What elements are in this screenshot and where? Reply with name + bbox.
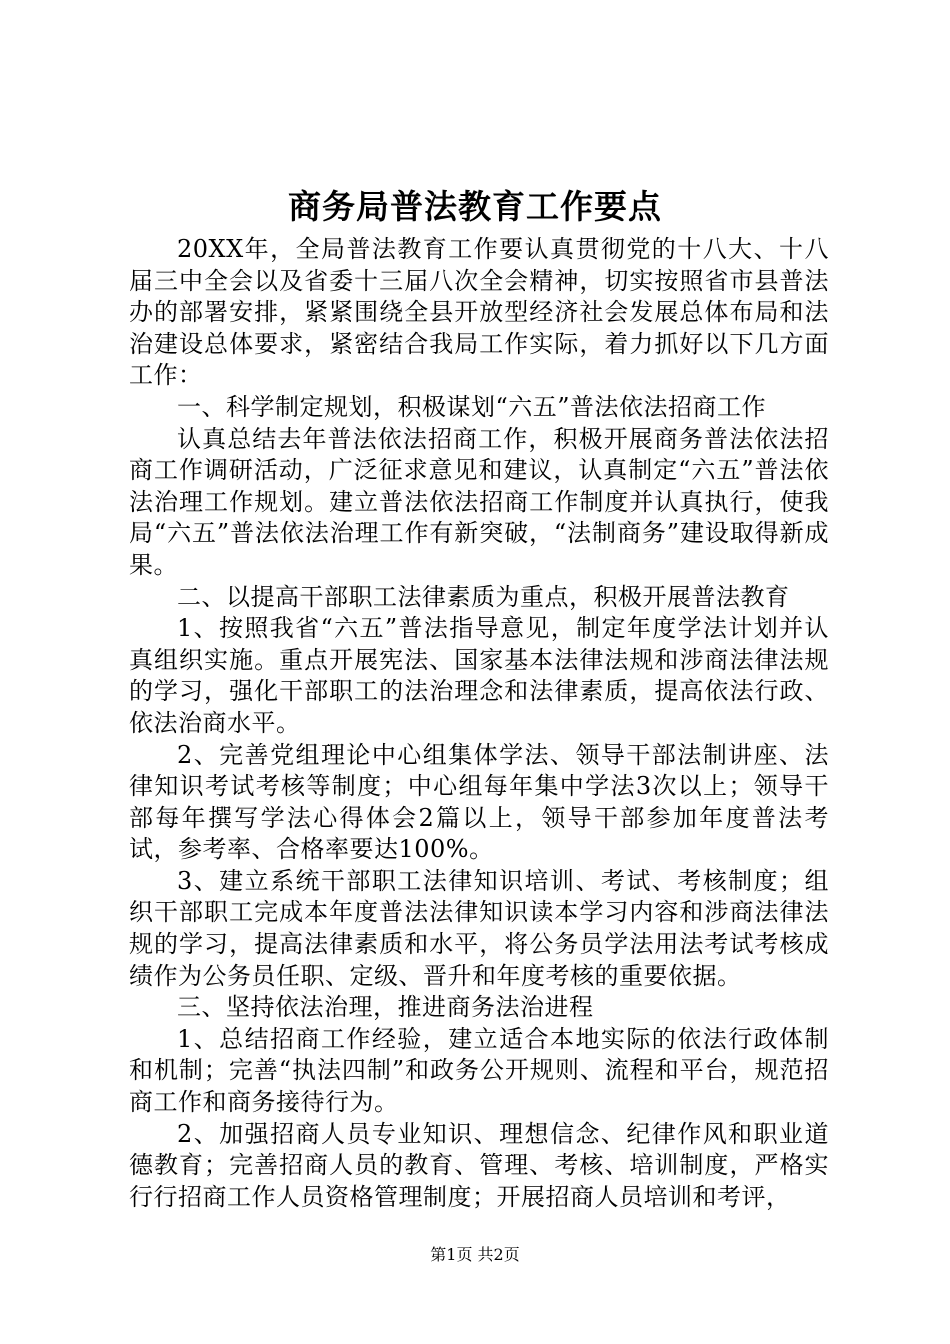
page-footer: 第1页 共2页 — [430, 1245, 520, 1264]
section-2-item-3: 3、建立系统干部职工法律知识培训、考试、考核制度；组织干部职工完成本年度普法法律知识读本学习内容和涉商法律法规的学习，提高法律素质和水平，将公务员学法用法考试考核成绩作为公务员任职、定级、晋升和年度考核的重要依据。 — [129, 866, 829, 990]
document-body — [129, 234, 829, 1213]
section-heading-3: 三、坚持依法治理，推进商务法治进程 — [177, 993, 594, 1022]
section-1-paragraph: 认真总结去年普法依法招商工作，积极开展商务普法依法招商工作调研活动，广泛征求意见和建议，认真制定“六五”普法依法治理工作规划。建立普法依法招商工作制度并认真执行，使我局“六五”普法依法治理工作有新突破，“法制商务”建设取得新成果。 — [129, 424, 829, 579]
section-heading-2: 二、以提高干部职工法律素质为重点，积极开展普法教育 — [177, 582, 790, 611]
section-2-item-1: 1、按照我省“六五”普法指导意见，制定年度学法计划并认真组织实施。重点开展宪法、国家基本法律法规和涉商法律法规的学习，强化干部职工的法治理念和法律素质，提高依法行政、依法治商水平。 — [129, 614, 829, 737]
section-3-item-1: 1、总结招商工作经验，建立适合本地实际的依法行政体制和机制；完善“执法四制”和政务公开规则、流程和平台，规范招商工作和商务接待行为。 — [129, 1024, 829, 1117]
document-title: 商务局普法教育工作要点 — [288, 187, 662, 226]
intro-paragraph: 20XX年，全局普法教育工作要认真贯彻党的十八大、十八届三中全会以及省委十三届八次全会精神，切实按照省市县普法办的部署安排，紧紧围绕全县开放型经济社会发展总体布局和法治建设总体要求，紧密结合我局工作实际，着力抓好以下几方面工作： — [129, 235, 829, 390]
section-2-item-2: 2、完善党组理论中心组集体学法、领导干部法制讲座、法律知识考试考核等制度；中心组每年集中学法3次以上；领导干部每年撰写学法心得体会2篇以上，领导干部参加年度普法考试，参考率、合格率要达100%。 — [129, 740, 829, 864]
section-3-item-2: 2、加强招商人员专业知识、理想信念、纪律作风和职业道德教育；完善招商人员的教育、管理、考核、培训制度，严格实行行招商工作人员资格管理制度；开展招商人员培训和考评， — [129, 1119, 829, 1211]
section-heading-1: 一、科学制定规划，积极谋划“六五”普法依法招商工作 — [177, 392, 767, 421]
